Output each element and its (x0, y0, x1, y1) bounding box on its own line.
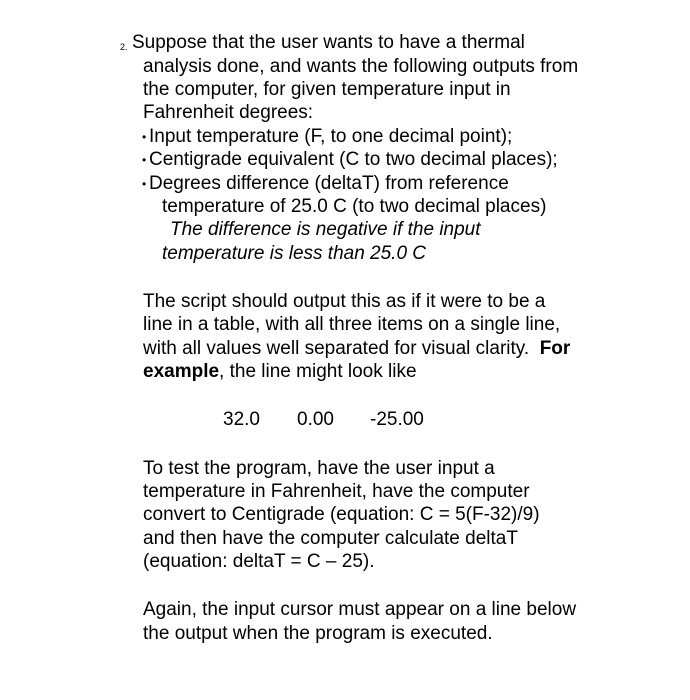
para2-line-3-bold: For (539, 338, 571, 359)
para2-line-4-bold: example (143, 361, 220, 382)
bullet-item-3: Degrees difference (deltaT) from reference (149, 173, 509, 194)
para2-line-2: line in a table, with all three items on a single line, (143, 314, 561, 335)
para3-line-5: (equation: deltaT = C – 25). (143, 551, 375, 572)
para2-line-4-text: , the line might look like (219, 361, 417, 382)
para3-line-3: convert to Centigrade (equation: C = 5(F-32)/9) (143, 504, 540, 525)
intro-line-2: analysis done, and wants the following outputs from (143, 56, 579, 77)
question-number: 2. (120, 42, 128, 52)
para2-line-3 (143, 337, 570, 361)
intro-line-4: Fahrenheit degrees: (143, 102, 314, 123)
para4-line-1: Again, the input cursor must appear on a line below (143, 599, 577, 620)
para3-line-4: and then have the computer calculate deltaT (143, 528, 518, 549)
bullet-marker-3: • (142, 177, 147, 191)
bullet-item-3-continuation: temperature of 25.0 C (to two decimal places) (162, 196, 547, 217)
example-value-deltat: -25.00 (370, 409, 424, 430)
para4-line-2: the output when the program is executed. (143, 623, 493, 644)
note-line-1: The difference is negative if the input (170, 219, 481, 240)
para2-line-1: The script should output this as if it were to be a (143, 291, 546, 312)
para2-line-4 (143, 360, 417, 384)
example-value-fahrenheit: 32.0 (223, 409, 260, 430)
para2-line-3-text: with all values well separated for visual clarity. (143, 338, 540, 359)
example-value-centigrade: 0.00 (297, 409, 334, 430)
bullet-marker-1: • (142, 130, 147, 144)
bullet-marker-2: • (142, 153, 147, 167)
intro-line-1: Suppose that the user wants to have a thermal (132, 32, 525, 53)
bullet-item-1: Input temperature (F, to one decimal point); (149, 126, 513, 147)
intro-line-3: the computer, for given temperature input in (143, 79, 511, 100)
para3-line-2: temperature in Fahrenheit, have the computer (143, 481, 530, 502)
note-line-2: temperature is less than 25.0 C (162, 243, 427, 264)
para3-line-1: To test the program, have the user input a (143, 458, 495, 479)
bullet-item-2: Centigrade equivalent (C to two decimal places); (149, 149, 558, 170)
